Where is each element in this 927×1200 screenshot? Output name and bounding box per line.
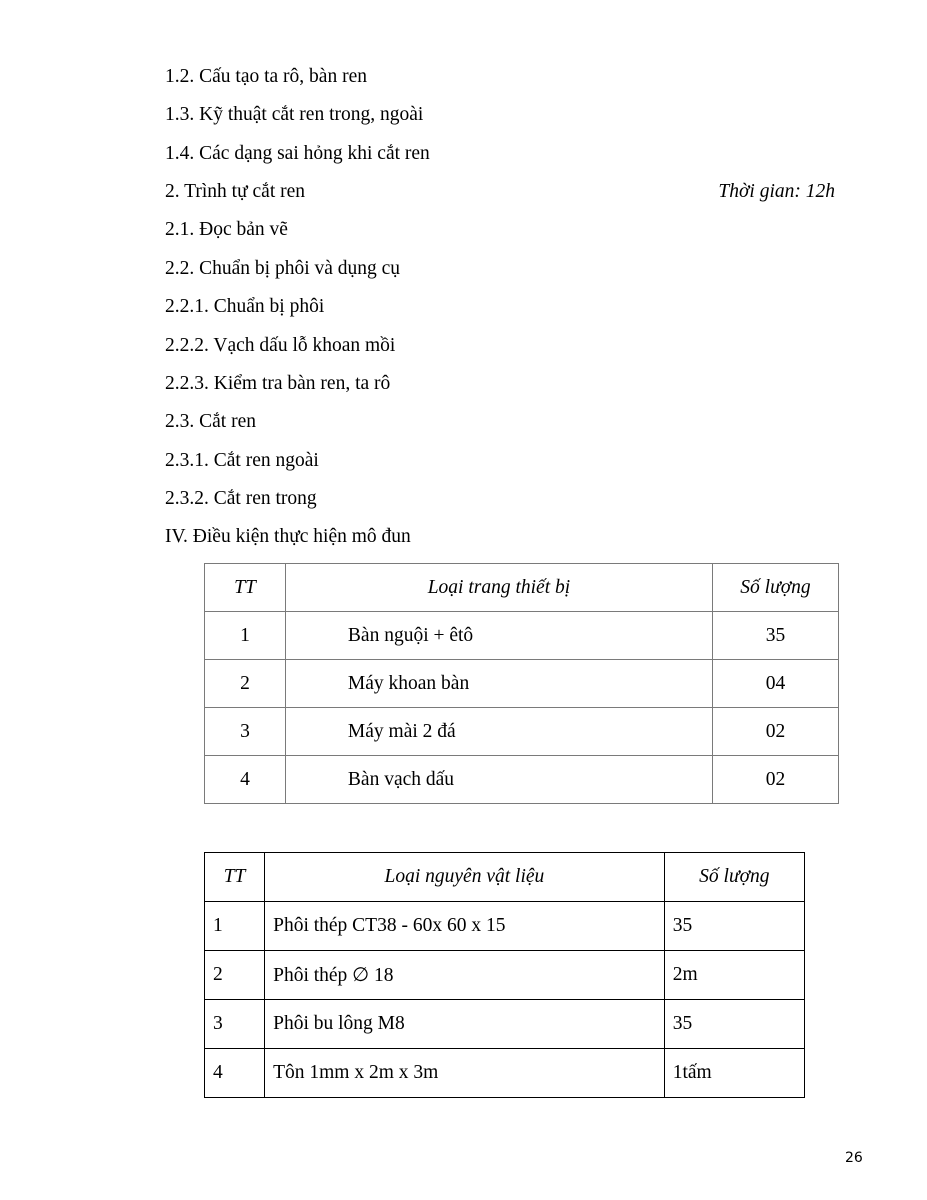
cell-tt: 1 <box>205 902 265 951</box>
page-number: 26 <box>845 1150 863 1166</box>
table-row <box>205 612 839 660</box>
table-row <box>205 1000 805 1049</box>
header-material-type: Loại nguyên vật liệu <box>265 853 665 902</box>
outline-line-2: 2. Trình tự cắt ren <box>165 181 306 202</box>
outline-line-2-3-2: 2.3.2. Cắt ren trong <box>165 488 317 509</box>
outline-line-2-3: 2.3. Cắt ren <box>165 411 256 432</box>
cell-equipment: Máy mài 2 đá <box>285 708 712 756</box>
outline-line-2-2-3: 2.2.3. Kiểm tra bàn ren, ta rô <box>165 373 391 394</box>
cell-quantity: 35 <box>664 902 804 951</box>
cell-quantity: 2m <box>664 951 804 1000</box>
cell-tt: 3 <box>205 1000 265 1049</box>
cell-tt: 4 <box>205 1049 265 1098</box>
cell-tt: 2 <box>205 660 286 708</box>
table-row <box>205 951 805 1000</box>
cell-quantity: 04 <box>712 660 838 708</box>
cell-material: Phôi thép CT38 - 60x 60 x 15 <box>265 902 665 951</box>
header-quantity: Số lượng <box>712 564 838 612</box>
cell-quantity: 35 <box>664 1000 804 1049</box>
cell-equipment: Máy khoan bàn <box>285 660 712 708</box>
header-tt: TT <box>205 853 265 902</box>
cell-quantity: 02 <box>712 708 838 756</box>
cell-tt: 1 <box>205 612 286 660</box>
table-row <box>205 1049 805 1098</box>
cell-tt: 3 <box>205 708 286 756</box>
header-tt: TT <box>205 564 286 612</box>
section-heading-iv: IV. Điều kiện thực hiện mô đun <box>165 526 411 547</box>
outline-line-2-2: 2.2. Chuẩn bị phôi và dụng cụ <box>165 258 401 279</box>
materials-table <box>204 852 805 1098</box>
header-quantity: Số lượng <box>664 853 804 902</box>
equipment-table <box>204 563 839 804</box>
table-row <box>205 660 839 708</box>
header-equipment-type: Loại trang thiết bị <box>285 564 712 612</box>
table-header-row <box>205 564 839 612</box>
outline-line-2-3-1: 2.3.1. Cắt ren ngoài <box>165 450 319 471</box>
cell-quantity: 35 <box>712 612 838 660</box>
table-row <box>205 902 805 951</box>
cell-tt: 4 <box>205 756 286 804</box>
cell-tt: 2 <box>205 951 265 1000</box>
cell-equipment: Bàn nguội + êtô <box>285 612 712 660</box>
outline-line-1-3: 1.3. Kỹ thuật cắt ren trong, ngoài <box>165 104 424 125</box>
outline-line-2-2-2: 2.2.2. Vạch dấu lỗ khoan mồi <box>165 335 396 356</box>
cell-quantity: 02 <box>712 756 838 804</box>
outline-line-2-1: 2.1. Đọc bản vẽ <box>165 219 288 240</box>
table-header-row <box>205 853 805 902</box>
cell-material: Phôi bu lông M8 <box>265 1000 665 1049</box>
cell-material: Phôi thép ∅ 18 <box>265 951 665 1000</box>
time-note: Thời gian: 12h <box>718 181 835 202</box>
table-row <box>205 708 839 756</box>
outline-line-2-2-1: 2.2.1. Chuẩn bị phôi <box>165 296 325 317</box>
table-row <box>205 756 839 804</box>
cell-material: Tôn 1mm x 2m x 3m <box>265 1049 665 1098</box>
cell-quantity: 1tấm <box>664 1049 804 1098</box>
cell-equipment: Bàn vạch dấu <box>285 756 712 804</box>
outline-line-1-4: 1.4. Các dạng sai hỏng khi cắt ren <box>165 143 430 164</box>
outline-line-1-2: 1.2. Cấu tạo ta rô, bàn ren <box>165 66 367 87</box>
